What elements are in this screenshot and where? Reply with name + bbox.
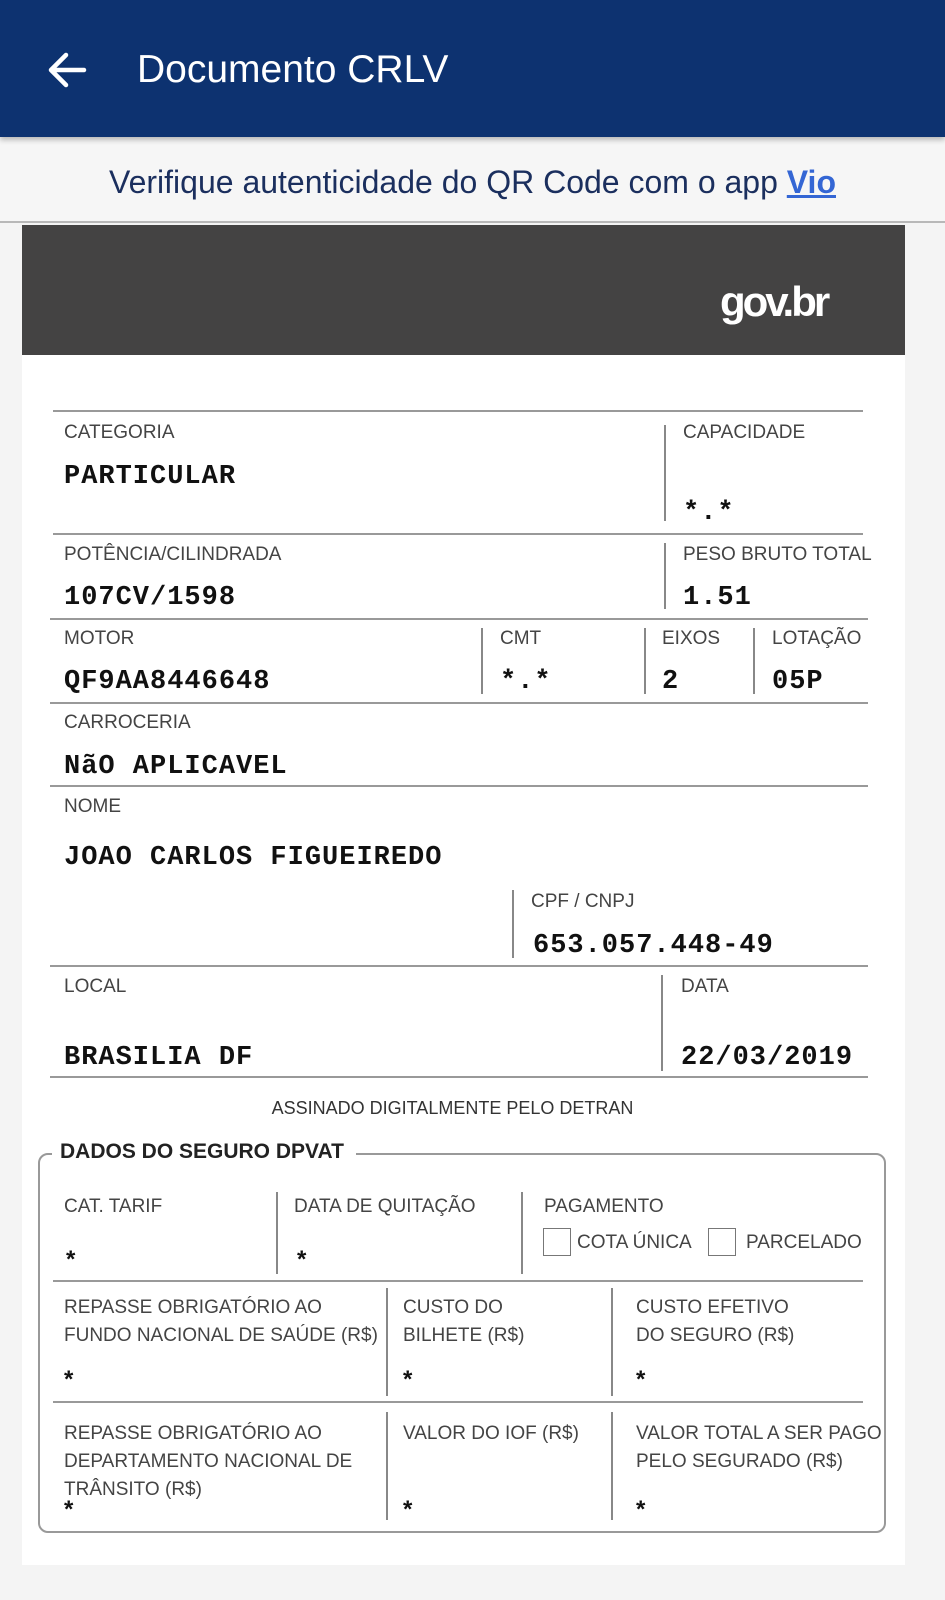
data-quitacao-value: *: [297, 1246, 307, 1273]
cota-unica-label: COTA ÚNICA: [577, 1232, 692, 1253]
signature-note: ASSINADO DIGITALMENTE PELO DETRAN: [271, 1098, 634, 1118]
divider: [50, 702, 868, 704]
govbr-logo: gov.br: [720, 278, 828, 325]
divider: [611, 1288, 613, 1396]
divider: [50, 965, 868, 967]
motor-value: QF9AA8446648: [64, 667, 271, 697]
label-line: REPASSE OBRIGATÓRIO AO: [64, 1297, 322, 1318]
potencia-value: 107CV/1598: [64, 583, 237, 613]
page-title: Documento CRLV: [137, 48, 449, 91]
cpf-value: 653.057.448-49: [533, 931, 774, 961]
repasse-transito-label: [64, 1423, 352, 1501]
label-line: VALOR TOTAL A SER PAGO: [636, 1423, 882, 1444]
iof-value: *: [403, 1496, 413, 1523]
cpf-label: CPF / CNPJ: [531, 891, 635, 912]
repasse-saude-label: [64, 1297, 378, 1347]
verify-banner: [0, 137, 945, 223]
divider: [53, 533, 863, 535]
label-line: DO SEGURO (R$): [636, 1325, 795, 1346]
capacidade-value: *.*: [683, 498, 735, 528]
repasse-transito-value: *: [64, 1496, 74, 1523]
custo-bilhete-value: *: [403, 1366, 413, 1393]
divider: [664, 425, 666, 521]
cat-tarif-label: CAT. TARIF: [64, 1196, 163, 1217]
total-label: [636, 1423, 882, 1473]
cat-tarif-value: *: [66, 1246, 76, 1273]
categoria-label: CATEGORIA: [64, 422, 175, 443]
iof-label: VALOR DO IOF (R$): [403, 1423, 579, 1444]
divider: [386, 1288, 388, 1396]
cota-unica-checkbox[interactable]: [543, 1228, 571, 1256]
vio-link[interactable]: Vio: [786, 164, 836, 200]
divider: [512, 890, 514, 958]
label-line: REPASSE OBRIGATÓRIO AO: [64, 1423, 322, 1444]
label-line: TRÂNSITO (R$): [64, 1479, 202, 1500]
divider: [53, 1401, 863, 1403]
lotacao-label: LOTAÇÃO: [772, 628, 862, 649]
divider: [276, 1192, 278, 1274]
divider: [521, 1192, 523, 1274]
cmt-label: CMT: [500, 628, 542, 649]
data-quitacao-label: DATA DE QUITAÇÃO: [294, 1196, 476, 1217]
label-line: CUSTO EFETIVO: [636, 1297, 789, 1318]
categoria-value: PARTICULAR: [64, 462, 237, 492]
divider: [50, 1076, 868, 1078]
parcelado-checkbox[interactable]: [708, 1228, 736, 1256]
divider: [753, 628, 755, 694]
divider: [611, 1412, 613, 1520]
label-line: PELO SEGURADO (R$): [636, 1451, 843, 1472]
custo-bilhete-label: [403, 1297, 524, 1347]
repasse-saude-value: *: [64, 1366, 74, 1393]
potencia-label: POTÊNCIA/CILINDRADA: [64, 544, 282, 565]
carroceria-value: NãO APLICAVEL: [64, 752, 288, 782]
total-value: *: [636, 1496, 646, 1523]
divider: [661, 975, 663, 1071]
label-line: BILHETE (R$): [403, 1325, 525, 1346]
divider: [644, 628, 646, 694]
custo-efetivo-label: [636, 1297, 794, 1347]
arrow-left-icon: [44, 46, 92, 94]
dpvat-title: DADOS DO SEGURO DPVAT: [52, 1140, 356, 1164]
peso-label: PESO BRUTO TOTAL: [683, 544, 872, 565]
app-header: [0, 0, 945, 137]
divider: [664, 543, 666, 609]
label-line: DEPARTAMENTO NACIONAL DE: [64, 1451, 353, 1472]
local-value: BRASILIA DF: [64, 1043, 254, 1073]
cmt-value: *.*: [500, 667, 552, 697]
divider: [53, 410, 863, 412]
data-label: DATA: [681, 976, 729, 997]
motor-label: MOTOR: [64, 628, 135, 649]
divider: [53, 1280, 863, 1282]
label-line: CUSTO DO: [403, 1297, 503, 1318]
nome-label: NOME: [64, 796, 121, 817]
divider: [481, 628, 483, 694]
back-button[interactable]: [44, 46, 92, 94]
carroceria-label: CARROCERIA: [64, 712, 191, 733]
local-label: LOCAL: [64, 976, 127, 997]
pagamento-label: PAGAMENTO: [544, 1196, 664, 1217]
divider: [386, 1412, 388, 1520]
lotacao-value: 05P: [772, 667, 824, 697]
parcelado-label: PARCELADO: [746, 1232, 862, 1253]
peso-value: 1.51: [683, 583, 752, 613]
label-line: FUNDO NACIONAL DE SAÚDE (R$): [64, 1325, 378, 1346]
verify-text: Verifique autenticidade do QR Code com o app: [109, 164, 787, 200]
divider: [50, 785, 868, 787]
data-value: 22/03/2019: [681, 1043, 854, 1073]
capacidade-label: CAPACIDADE: [683, 422, 806, 443]
divider: [50, 618, 868, 620]
custo-efetivo-value: *: [636, 1366, 646, 1393]
eixos-label: EIXOS: [662, 628, 721, 649]
eixos-value: 2: [662, 667, 680, 697]
nome-value: JOAO CARLOS FIGUEIREDO: [64, 843, 443, 873]
